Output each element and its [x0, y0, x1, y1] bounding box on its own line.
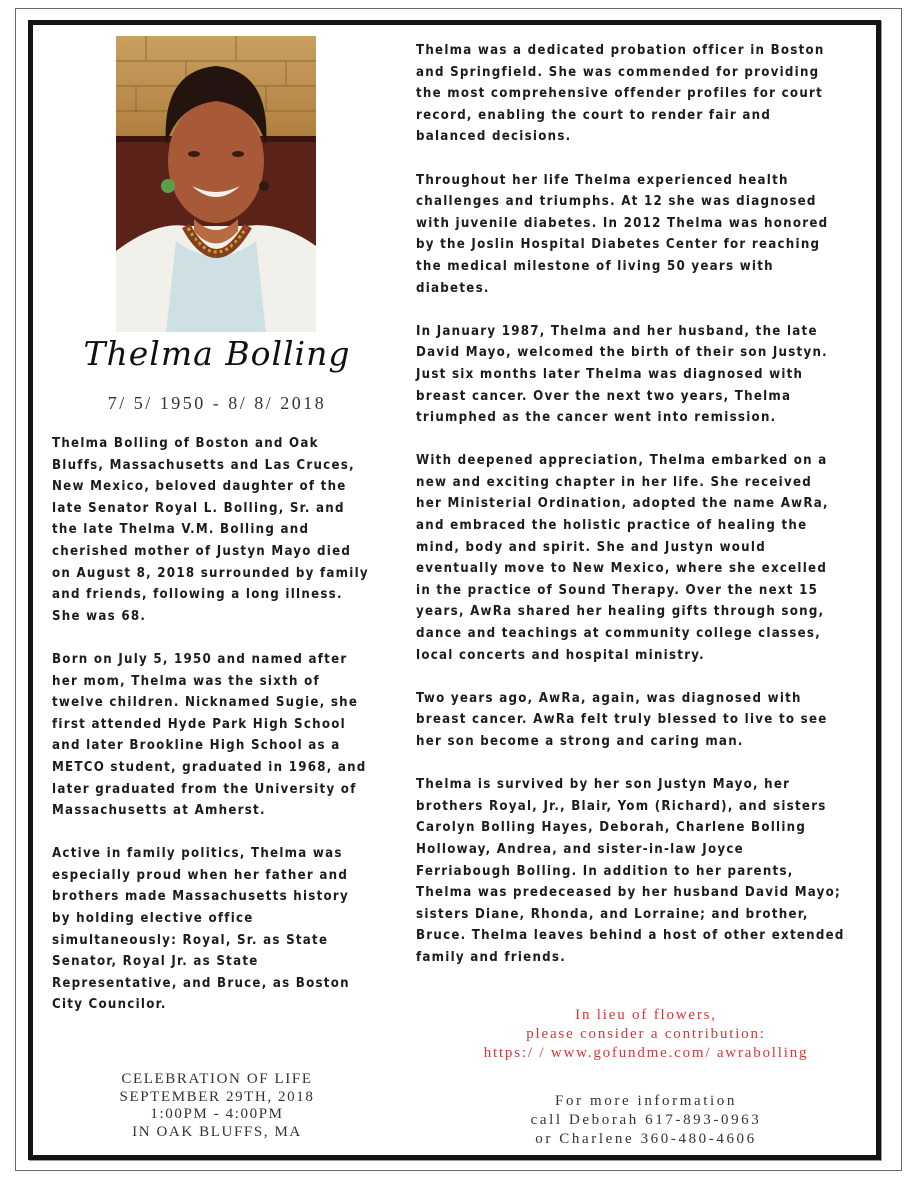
portrait-image — [116, 36, 316, 332]
celebration-location: IN OAK BLUFFS, MA — [132, 1123, 302, 1140]
left-paragraphs — [52, 433, 392, 1038]
celebration-date: SEPTEMBER 29TH, 2018 — [119, 1088, 315, 1105]
paragraph-career: Thelma was a dedicated probation officer in Boston and Springfield. She was commended for providing the most comprehensive offender profiles for court record, enabling the court to render fair and balanced decisions. — [416, 43, 825, 145]
paragraph-early-life: Born on July 5, 1950 and named after her mom, Thelma was the sixth of twelve children. Nicknamed Sugie, she first attended Hyde Park High School and later Brookline High School as a METCO student, graduated in 1968, and later graduated from the University of Massachusetts at Amherst. — [52, 651, 367, 819]
donation-line-1: In lieu of flowers, — [575, 1007, 717, 1023]
portrait-photo — [116, 36, 316, 332]
right-column — [416, 40, 876, 1147]
contact-line-3: or Charlene 360-480-4606 — [535, 1131, 757, 1147]
celebration-title: CELEBRATION OF LIFE — [121, 1071, 313, 1087]
celebration-of-life-info — [52, 1071, 382, 1141]
paragraph-recent: Two years ago, AwRa, again, was diagnosed with breast cancer. AwRa felt truly blessed to live to see her son become a strong and caring man. — [416, 690, 828, 749]
deceased-name: Thelma Bolling — [83, 334, 351, 373]
paragraph-health: Throughout her life Thelma experienced health challenges and triumphs. At 12 she was diagnosed with juvenile diabetes. In 2012 Thelma was honored by the Joslin Hospital Diabetes Center for reaching the medical milestone of living 50 years with diabetes. — [416, 172, 829, 296]
paragraph-intro: Thelma Bolling of Boston and Oak Bluffs, Massachusetts and Las Cruces, New Mexico, beloved daughter of the late Senator Royal L. Bolling, Sr. and the late Thelma V.M. Bolling and cherished mother of Justyn Mayo died on August 8, 2018 surrounded by family and friends, following a long illness. She was 68. — [52, 436, 369, 624]
paragraph-family-politics: Active in family politics, Thelma was especially proud when her father and brothers made Massachusetts history by holding elective office simultaneously: Royal, Sr. as State Senator, Royal Jr. as State Representative, and Bruce, as Boston City Councilor. — [52, 846, 350, 1013]
contact-info — [416, 1092, 876, 1149]
celebration-time: 1:00PM - 4:00PM — [150, 1106, 284, 1122]
gofundme-link[interactable]: https:/ / www.gofundme.com/ awrabolling — [483, 1045, 809, 1061]
right-paragraphs — [416, 40, 876, 969]
paragraph-survivors: Thelma is survived by her son Justyn Mayo, her brothers Royal, Jr., Blair, Yom (Richard), and sisters Carolyn Bolling Hayes, Deborah, Charlene Bolling Holloway, Andrea, and sister-in-law Joyce Ferriabough Bolling. In addition to her parents, Thelma was predeceased by her husband David Mayo; sisters Diane, Rhonda, and Lorraine; and brother, Bruce. Thelma leaves behind a host of other extended family and friends. — [416, 777, 845, 965]
life-dates: 7/ 5/ 1950 - 8/ 8/ 2018 — [107, 393, 327, 413]
paragraph-ministry: With deepened appreciation, Thelma embarked on a new and exciting chapter in her life. She received her Ministerial Ordination, adopted the name AwRa, and embraced the holistic practice of healing the mind, body and spirit. She and Justyn would eventually move to New Mexico, where she excelled in the practice of Sound Therapy. Over the next 15 years, AwRa shared her healing gifts through song, dance and teachings at community college classes, local concerts and hospital ministry. — [416, 453, 829, 663]
contact-line-1: For more information — [555, 1093, 737, 1109]
donation-line-2: please consider a contribution: — [526, 1026, 766, 1042]
contact-line-2: call Deborah 617-893-0963 — [530, 1112, 762, 1128]
paragraph-family-1987: In January 1987, Thelma and her husband, the late David Mayo, welcomed the birth of their son Justyn. Just six months later Thelma was diagnosed with breast cancer. Over the next two years, Thelma triumphed as the cancer went into remission. — [416, 323, 828, 426]
donation-request — [416, 1006, 876, 1063]
